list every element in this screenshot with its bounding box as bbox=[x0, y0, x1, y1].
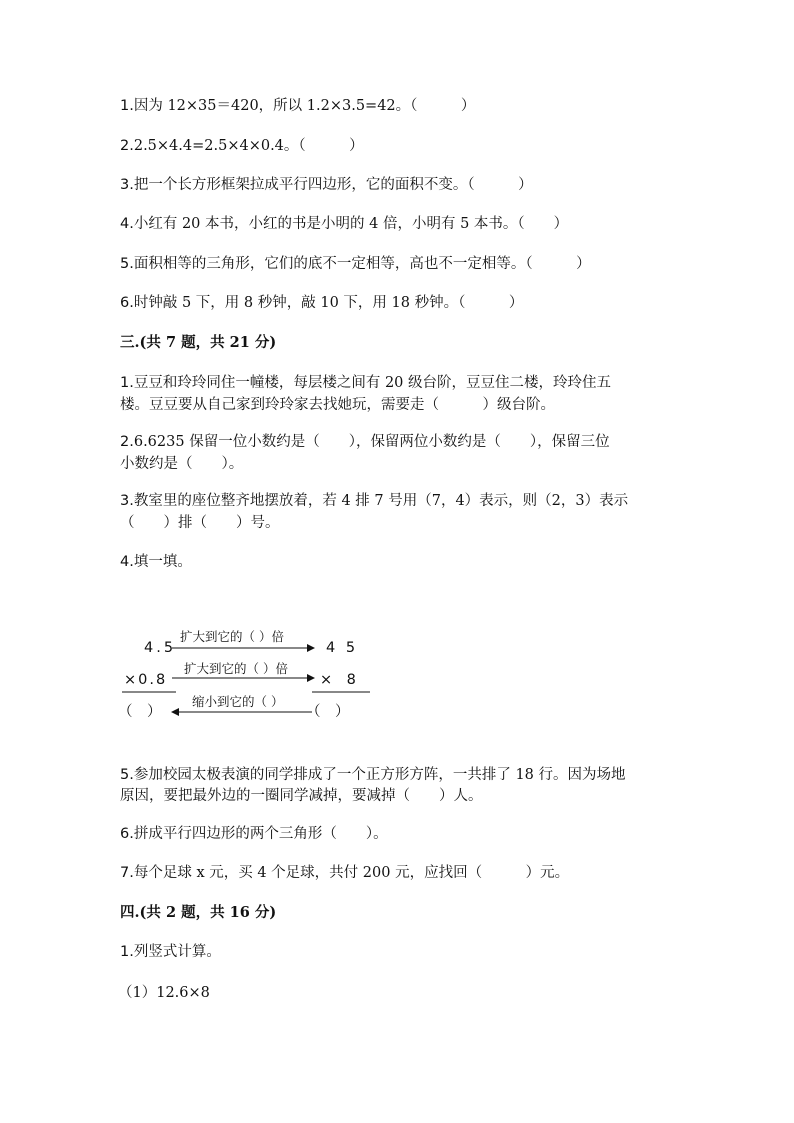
fill-question-6: 6.拼成平行四边形的两个三角形（ ）。 bbox=[120, 826, 388, 842]
left-result-blank: （ ） bbox=[118, 704, 162, 720]
fill-question-1: 1.豆豆和玲玲同住一幢楼，每层楼之间有 20 级台阶，豆豆住二楼，玲玲住五 bbox=[120, 375, 612, 391]
arrow-3-label: 缩小到它的（ ） bbox=[192, 694, 284, 709]
fill-question-5-cont: 原因，要把最外边的一圈同学减掉，要减掉（ ）人。 bbox=[120, 788, 483, 804]
tf-question-3: 3.把一个长方形框架拉成平行四边形，它的面积不变。（ ） bbox=[120, 177, 533, 193]
calc-question-1: 1.列竖式计算。 bbox=[120, 944, 221, 960]
fill-question-1-cont: 楼。豆豆要从自己家到玲玲家去找她玩，需要走（ ）级台阶。 bbox=[120, 397, 555, 413]
tf-question-6: 6.时钟敲 5 下，用 8 秒钟，敲 10 下，用 18 秒钟。（ ） bbox=[120, 295, 524, 311]
tf-question-5: 5.面积相等的三角形，它们的底不一定相等，高也不一定相等。（ ） bbox=[120, 256, 591, 272]
left-multiplier: ×0.8 bbox=[124, 672, 168, 688]
tf-question-4: 4.小红有 20 本书，小红的书是小明的 4 倍，小明有 5 本书。（ ） bbox=[120, 216, 569, 232]
fill-question-3-cont: （ ）排（ ）号。 bbox=[120, 515, 280, 531]
calc-subquestion-1: （1）12.6×8 bbox=[118, 985, 210, 1001]
tf-question-1: 1.因为 12×35＝420，所以 1.2×3.5=42。（ ） bbox=[120, 98, 476, 114]
fill-question-2: 2.6.6235 保留一位小数约是（ ），保留两位小数约是（ ），保留三位 bbox=[120, 434, 610, 450]
fill-question-4: 4.填一填。 bbox=[120, 554, 192, 570]
right-result-blank: （ ） bbox=[306, 704, 350, 720]
arrow-2-label: 扩大到它的（ ）倍 bbox=[184, 661, 288, 676]
right-multiplier: × 8 bbox=[320, 672, 356, 688]
fill-question-7: 7.每个足球 x 元，买 4 个足球，共付 200 元，应找回（ ）元。 bbox=[120, 865, 570, 881]
fill-question-2-cont: 小数约是（ ）。 bbox=[120, 456, 244, 472]
section-3-heading: 三.(共 7 题，共 21 分) bbox=[120, 334, 277, 351]
arrow-1-label: 扩大到它的（ ）倍 bbox=[180, 629, 284, 644]
tf-question-2: 2.2.5×4.4=2.5×4×0.4。（ ） bbox=[120, 138, 364, 154]
section-4-heading: 四.(共 2 题，共 16 分) bbox=[120, 904, 277, 921]
right-multiplicand: 4 5 bbox=[326, 640, 359, 656]
left-multiplicand: 4.5 bbox=[144, 640, 177, 656]
fill-question-5: 5.参加校园太极表演的同学排成了一个正方形方阵，一共排了 18 行。因为场地 bbox=[120, 767, 626, 783]
fill-question-3: 3.教室里的座位整齐地摆放着，若 4 排 7 号用（7，4）表示，则（2，3）表示 bbox=[120, 493, 629, 509]
